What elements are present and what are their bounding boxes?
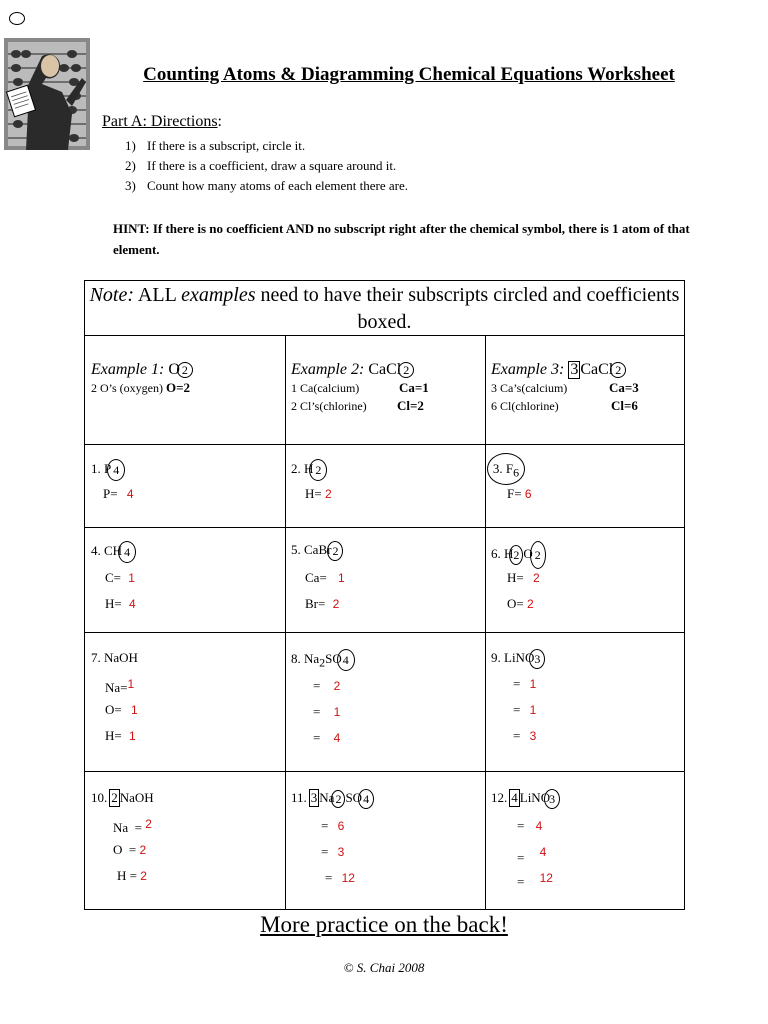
problem-number: 9. [491, 650, 501, 665]
atom-label: = [517, 850, 525, 865]
formula-symbol: O [523, 545, 533, 561]
problem-number: 8. [291, 650, 301, 666]
answer-value[interactable]: 2 [332, 597, 340, 611]
formula-symbol: CaCl [580, 361, 614, 378]
subscript-circle: 2 [530, 541, 546, 569]
direction-text: If there is a coefficient, draw a square around it. [147, 158, 397, 173]
formula-symbol: CH [104, 542, 123, 558]
direction-item [125, 178, 408, 194]
worksheet-table [84, 280, 685, 910]
note-prefix: Note: [89, 284, 135, 306]
answer-value[interactable]: 1 [338, 571, 345, 585]
directions-label: Part A: Directions [102, 113, 218, 130]
example-explanation: 2 O’s (oxygen) [91, 381, 163, 395]
column-divider [285, 335, 286, 909]
problem-circle [487, 453, 525, 485]
example-answer: Cl=2 [397, 398, 424, 413]
subscript: 6 [513, 465, 520, 480]
atom-label: = [517, 818, 525, 833]
problem-number: 7. [91, 650, 101, 665]
answer-value[interactable]: 4 [539, 845, 547, 859]
atom-label: = [321, 844, 329, 859]
answer-value[interactable]: 12 [539, 871, 553, 885]
subscript-circle: 3 [529, 649, 545, 669]
table-divider [85, 444, 684, 445]
table-divider [85, 771, 684, 772]
direction-text: Count how many atoms of each element there are. [147, 178, 408, 193]
answer-value[interactable]: 4 [333, 731, 341, 745]
atom-label: = [513, 702, 521, 717]
atom-label: O= [507, 596, 524, 611]
coefficient-box: 4 [511, 790, 518, 805]
answer-value[interactable]: 3 [529, 729, 537, 743]
answer-value[interactable]: 2 [324, 487, 332, 501]
answer-value[interactable]: 2 [139, 843, 147, 857]
atom-label: = [321, 818, 329, 833]
subscript-circle: 4 [107, 459, 125, 481]
directions-colon: : [217, 113, 222, 130]
coefficient-box: 3 [310, 790, 318, 805]
atom-label: = [517, 874, 525, 889]
formula-symbol: F [505, 461, 514, 476]
example-label: Example 1: [91, 361, 165, 378]
note-header [85, 282, 684, 336]
answer-value[interactable]: 2 [526, 597, 534, 611]
atom-label: Na= [105, 680, 128, 695]
atom-label: O = [113, 842, 137, 857]
hint-text: HINT: If there is no coefficient AND no subscript right after the chemical symbol, there is 1 atom of that element. [113, 221, 690, 257]
problem-number: 10. [91, 790, 108, 805]
problem-number: 12. [491, 790, 508, 805]
oval-mark [9, 12, 25, 25]
direction-item [125, 158, 396, 174]
note-part2: need to have their subscripts circled and coefficients boxed. [255, 284, 680, 333]
copyright-text: © S. Chai 2008 [343, 960, 425, 975]
direction-number: 1) [125, 138, 136, 153]
problem-number: 11. [291, 790, 307, 805]
example-label: Example 2: [291, 361, 365, 378]
more-practice-text: More practice on the back! [260, 912, 508, 937]
answer-value[interactable]: 4 [126, 487, 134, 501]
example-cell [91, 361, 281, 397]
note-part1: ALL [134, 284, 182, 306]
direction-number: 3) [125, 178, 136, 193]
answer-value[interactable]: 3 [337, 845, 345, 859]
subscript-circle: 2 [509, 545, 523, 565]
atom-label: = [313, 730, 321, 745]
problem-number: 4. [91, 542, 101, 558]
atom-label: P= [103, 486, 118, 501]
atom-label: H = [117, 868, 137, 883]
atom-label: = [313, 678, 321, 693]
example-answer: Cl=6 [611, 398, 638, 413]
atom-label: = [513, 676, 521, 691]
formula-symbol: Na [319, 790, 335, 805]
answer-value[interactable]: 1 [128, 571, 135, 585]
subscript-circle: 2 [327, 541, 343, 561]
example-answer: Ca=3 [609, 380, 639, 395]
answer-value[interactable]: 1 [130, 703, 138, 717]
answer-value[interactable]: 6 [337, 819, 345, 833]
atom-label: = [513, 728, 521, 743]
answer-value[interactable]: 2 [145, 817, 152, 831]
atom-label: Br= [305, 596, 326, 611]
answer-value[interactable]: 1 [128, 729, 136, 743]
answer-value[interactable]: 2 [140, 869, 147, 883]
subscript-circle: 2 [331, 790, 345, 808]
atom-label: Ca= [305, 570, 327, 585]
formula-symbol: CaBr [304, 542, 332, 557]
atom-label: C= [105, 570, 122, 585]
subscript-circle: 2 [398, 362, 414, 378]
answer-value[interactable]: 4 [128, 597, 136, 611]
example-explanation: 3 Ca’s(calcium) [491, 381, 568, 395]
atom-label: H= [507, 570, 524, 585]
example-cell [491, 361, 681, 415]
direction-text: If there is a subscript, circle it. [147, 138, 306, 153]
example-answer: O=2 [166, 380, 191, 395]
table-divider [85, 632, 684, 633]
formula-symbol: H [304, 460, 314, 476]
subscript-circle: 4 [118, 541, 136, 563]
atom-label: H= [105, 596, 122, 611]
atom-label: H= [305, 486, 322, 501]
problem-number: 5. [291, 542, 301, 557]
table-divider [85, 527, 684, 528]
formula: NaOH [119, 790, 154, 805]
direction-item [125, 138, 305, 154]
subscript-circle: 3 [544, 789, 560, 809]
answer-value[interactable]: 1 [529, 703, 537, 717]
atom-label: O= [105, 702, 122, 717]
formula-symbol: LiNO [504, 650, 535, 665]
answer-value[interactable]: 12 [341, 871, 355, 885]
problem-number: 2. [291, 460, 301, 476]
subscript-circle: 4 [337, 649, 355, 671]
subscript-circle: 2 [177, 362, 193, 378]
problem-number: 1. [91, 460, 101, 476]
problem-number: 6. [491, 545, 501, 561]
directions-heading [102, 113, 222, 131]
answer-value[interactable]: 1 [529, 677, 537, 691]
atom-label: F= [507, 486, 522, 501]
example-label: Example 3: [491, 361, 565, 378]
abacus-person-clipart [2, 34, 94, 152]
example-explanation: 6 Cl(chlorine) [491, 399, 559, 413]
example-explanation: 2 Cl’s(chlorine) [291, 399, 367, 413]
answer-value[interactable]: 6 [524, 487, 532, 501]
answer-value[interactable]: 4 [535, 819, 543, 833]
subscript-circle: 2 [610, 362, 626, 378]
atom-label: = [325, 870, 333, 885]
formula: NaOH [104, 650, 138, 665]
formula-symbol: Na [304, 650, 320, 666]
formula-symbol: SO [325, 650, 342, 666]
subscript: 2 [319, 655, 326, 670]
coefficient-box: 2 [111, 790, 118, 805]
atom-label: = [313, 704, 321, 719]
formula-symbol: O [168, 361, 180, 378]
subscript-circle: 2 [309, 459, 327, 481]
problem-number: 3. [492, 461, 503, 476]
atom-label: H= [105, 728, 122, 743]
worksheet-title: Counting Atoms & Diagramming Chemical Equations Worksheet [143, 64, 675, 85]
formula-symbol: LiNO [519, 790, 551, 805]
answer-value[interactable]: 2 [333, 679, 341, 693]
atom-label: Na = [113, 820, 142, 835]
example-cell [291, 361, 481, 415]
coefficient-box: 3 [570, 361, 579, 378]
note-examples-word: examples [181, 284, 256, 306]
formula-symbol: CaCl [368, 361, 402, 378]
answer-value[interactable]: 1 [333, 705, 341, 719]
subscript-circle: 4 [358, 789, 374, 809]
example-answer: Ca=1 [399, 380, 429, 395]
column-divider [485, 335, 486, 909]
formula-symbol: SO [345, 790, 363, 805]
direction-number: 2) [125, 158, 136, 173]
answer-value[interactable]: 2 [532, 571, 540, 585]
formula-symbol: P [104, 460, 112, 476]
formula-symbol: H [504, 545, 514, 561]
answer-value[interactable]: 1 [127, 677, 135, 691]
example-explanation: 1 Ca(calcium) [291, 381, 360, 395]
